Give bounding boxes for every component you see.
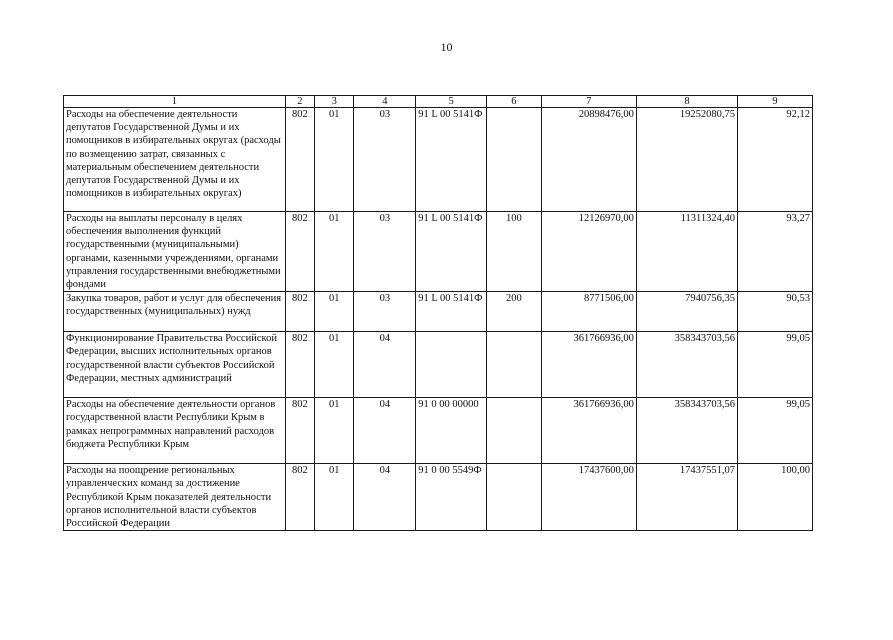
actual-amount-cell: 358343703,56: [636, 398, 737, 464]
actual-amount-cell: 7940756,35: [636, 292, 737, 332]
actual-amount-cell: 17437551,07: [636, 464, 737, 531]
row-name-cell: Расходы на обеспечение деятельности органов государственной власти Республики Крым в рамках непрограммных направлений расходов бюджета Республики Крым: [64, 398, 286, 464]
column-header: 5: [416, 96, 487, 108]
section-code-cell: 01: [315, 398, 354, 464]
execution-percent-cell: 99,05: [738, 332, 813, 398]
grbs-code-cell: 802: [285, 332, 314, 398]
target-article-cell: [416, 332, 487, 398]
planned-amount-cell: 17437600,00: [541, 464, 636, 531]
planned-amount-cell: 8771506,00: [541, 292, 636, 332]
row-name-cell: Закупка товаров, работ и услуг для обеспечения государственных (муниципальных) нужд: [64, 292, 286, 332]
execution-percent-cell: 100,00: [738, 464, 813, 531]
page-number: 10: [440, 40, 453, 54]
section-code-cell: 01: [315, 212, 354, 292]
subsection-code-cell: 04: [354, 398, 416, 464]
expense-type-cell: [487, 398, 542, 464]
budget-table: [63, 95, 813, 531]
row-name-cell: Расходы на обеспечение деятельности депутатов Государственной Думы и их помощников в избирательных округах (расходы по возмещению затрат, связанных с материальным обеспечением деятельности депутатов Государственной Думы и их помощников в избирательных округах): [64, 108, 286, 212]
table-header-row: [64, 96, 813, 108]
actual-amount-cell: 11311324,40: [636, 212, 737, 292]
planned-amount-cell: 361766936,00: [541, 332, 636, 398]
execution-percent-cell: 99,05: [738, 398, 813, 464]
expense-type-cell: [487, 332, 542, 398]
subsection-code-cell: 03: [354, 108, 416, 212]
grbs-code-cell: 802: [285, 464, 314, 531]
actual-amount-cell: 19252080,75: [636, 108, 737, 212]
column-header: 2: [285, 96, 314, 108]
column-header: 7: [541, 96, 636, 108]
expense-type-cell: [487, 108, 542, 212]
column-header: 3: [315, 96, 354, 108]
table-row: [64, 332, 813, 398]
section-code-cell: 01: [315, 464, 354, 531]
subsection-code-cell: 03: [354, 212, 416, 292]
grbs-code-cell: 802: [285, 108, 314, 212]
table-row: [64, 292, 813, 332]
expense-type-cell: 100: [487, 212, 542, 292]
table-row: [64, 464, 813, 531]
target-article-cell: 91 L 00 5141Ф: [416, 108, 487, 212]
grbs-code-cell: 802: [285, 292, 314, 332]
target-article-cell: 91 L 00 5141Ф: [416, 212, 487, 292]
subsection-code-cell: 04: [354, 464, 416, 531]
target-article-cell: 91 0 00 5549Ф: [416, 464, 487, 531]
column-header: 9: [738, 96, 813, 108]
column-header: 1: [64, 96, 286, 108]
target-article-cell: 91 L 00 5141Ф: [416, 292, 487, 332]
table-row: [64, 212, 813, 292]
column-header: 4: [354, 96, 416, 108]
subsection-code-cell: 03: [354, 292, 416, 332]
table-row: [64, 108, 813, 212]
grbs-code-cell: 802: [285, 212, 314, 292]
table-row: [64, 398, 813, 464]
section-code-cell: 01: [315, 108, 354, 212]
actual-amount-cell: 358343703,56: [636, 332, 737, 398]
grbs-code-cell: 802: [285, 398, 314, 464]
expense-type-cell: 200: [487, 292, 542, 332]
execution-percent-cell: 90,53: [738, 292, 813, 332]
row-name-cell: Расходы на выплаты персоналу в целях обеспечения выполнения функций государственными (муниципальными) органами, казенными учреждениями, органами управления государственными внебюджетными фондами: [64, 212, 286, 292]
column-header: 6: [487, 96, 542, 108]
row-name-cell: Расходы на поощрение региональных управленческих команд за достижение Республикой Крым показателей деятельности органов исполнительной власти субъектов Российской Федерации: [64, 464, 286, 531]
planned-amount-cell: 20898476,00: [541, 108, 636, 212]
execution-percent-cell: 93,27: [738, 212, 813, 292]
expense-type-cell: [487, 464, 542, 531]
section-code-cell: 01: [315, 292, 354, 332]
subsection-code-cell: 04: [354, 332, 416, 398]
row-name-cell: Функционирование Правительства Российской Федерации, высших исполнительных органов государственной власти субъектов Российской Федерации, местных администраций: [64, 332, 286, 398]
section-code-cell: 01: [315, 332, 354, 398]
execution-percent-cell: 92,12: [738, 108, 813, 212]
target-article-cell: 91 0 00 00000: [416, 398, 487, 464]
planned-amount-cell: 12126970,00: [541, 212, 636, 292]
column-header: 8: [636, 96, 737, 108]
planned-amount-cell: 361766936,00: [541, 398, 636, 464]
